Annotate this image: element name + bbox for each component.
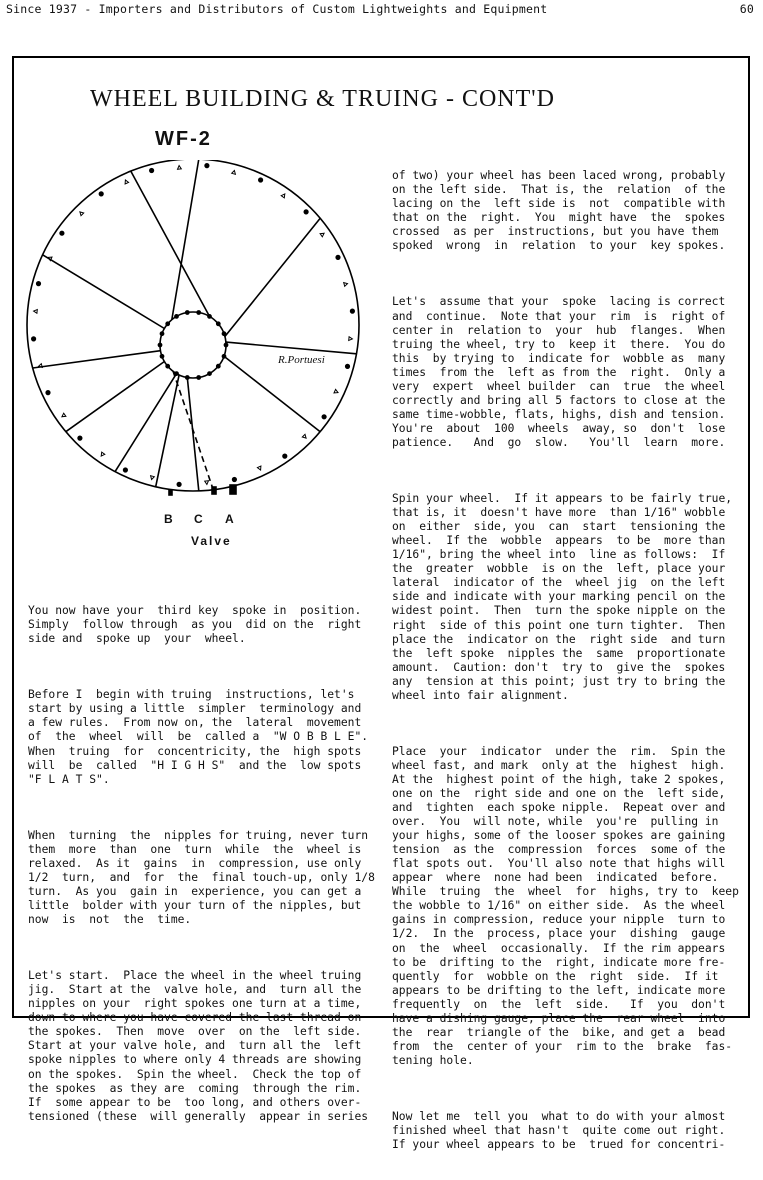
hub-hole-dot [217, 365, 220, 368]
paragraph: Let's assume that your spoke lacing is correct and continue. Note that your rim is right of center in relation to your hub flanges. When truing the wheel, try to keep it there. You do this by trying to indicate for wobble as many times from the left as from the right. Only a very expert wheel builder can true the wheel correctly and bring all 5 factors to close at the same time-wobble, flats, highs, dish and tension. You're about 100 wheels away, so don't lose patience. And go slow. You'll learn more. [392, 295, 726, 449]
dashed-spoke-line [173, 371, 214, 492]
paragraph: When turning the nipples for truing, never turn them more than one turn while the wheel is relaxed. As it gains in compression, use only 1/2 turn, and for the final touch-up, only 1/8 turn. As you gain in experience, you can get a little bolder with your turn of the nipples, but now is not the time. [28, 828, 375, 927]
hub-hole-dot [160, 332, 163, 335]
rim-nipple-dot [259, 178, 263, 182]
rim-nipple-dot [177, 483, 181, 487]
rim-triangle-mark [101, 452, 105, 456]
paragraph: Now let me tell you what to do with your almost finished wheel that hasn't quite come out right. If your wheel appears to be trued for concentri- [392, 1110, 726, 1152]
hub-hole-dot [197, 376, 200, 379]
rim-nipple-dot [205, 164, 209, 168]
spoke-line [66, 362, 165, 432]
rim-triangle-mark [349, 337, 353, 341]
rim-triangle-mark [232, 171, 236, 175]
hub-hole-dot [208, 315, 211, 318]
spoke-line [115, 374, 176, 472]
rim-nipple-dot [322, 415, 326, 419]
spoke-line [187, 378, 199, 491]
rim-triangle-mark [257, 466, 261, 470]
label-valve: Valve [191, 534, 232, 548]
rim-triangle-mark [178, 166, 182, 170]
hub-hole-dot [186, 376, 189, 379]
rim-triangle-mark [39, 364, 43, 368]
paragraph: Place your indicator under the rim. Spin the wheel fast, and mark only at the highest high. At the highest point of the high, take 2 spokes, one on the right side and one on the left side, and tighten each spoke nipple. Repeat over and over. You will note, while you're pulling in your highs, some of the looser spokes are gaining tension as the compression forces some of the flat spots out. You'll also note that highs will appear where none had been indicated before. While truing the wheel for highs, try to keep the wobble to 1/16" on either side. As the wheel gains in compression, reduce your nipple turn to 1/2. In the process, place your dishing gauge on the wheel occasionally. If the rim appears to be drifting to the right, indicate more fre- quently for wobble on the right side. If it appears to be drifting to the left, indicate more frequently on the left side. If you don't have a dishing gauge, place the rear wheel into the rear triangle of the bike, and get a bead from the center of your rim to the brake fas- tening hole. [392, 744, 739, 1067]
rim-triangle-mark [80, 212, 84, 216]
rim-triangle-mark [281, 194, 285, 198]
label-c: C [194, 512, 203, 526]
wheel-diagram [22, 160, 372, 520]
rim-nipple-dot [32, 337, 36, 341]
rim-nipple-dot [150, 169, 154, 173]
paragraph: Spin your wheel. If it appears to be fairly true, that is, it doesn't have more than 1/16" wobble on either side, you can start tensioning the wheel. If the wobble appears to be more than 1/16", bring the wheel into line as follows: If the greater wobble is on the left, place your lateral indicator of the wheel jig on the left side and indicate with your marking pencil on the widest point. Then turn the spoke nipple on the right side of this point one turn tighter. Then place the indicator on the right side and turn the left spoke nipples the same proportionate amount. Caution: don't try to give the spokes any tension at this point; just try to bring the wheel into fair alignment. [392, 492, 733, 702]
spoke-line [226, 342, 357, 354]
illustrator-signature: R.Portuesi [278, 354, 325, 366]
rim-nipple-dot [346, 365, 350, 369]
spoke-line [156, 375, 179, 487]
valve-hole-mark [212, 487, 216, 494]
rim-triangle-mark [125, 180, 129, 184]
label-b: B [164, 512, 173, 526]
rim-triangle-mark [151, 476, 155, 480]
hub-hole-dot [197, 311, 200, 314]
wheel-hub [160, 312, 226, 378]
hub-hole-dot [222, 332, 225, 335]
valve-hole-mark [230, 485, 236, 494]
rim-nipple-dot [336, 256, 340, 260]
header-text: Since 1937 - Importers and Distributors of Custom Lightweights and Equipment [6, 2, 548, 16]
hub-hole-dot [208, 372, 211, 375]
spoke-line [33, 351, 161, 368]
rim-nipple-dot [37, 282, 41, 286]
label-a: A [225, 512, 234, 526]
rim-nipple-dot [46, 391, 50, 395]
rim-triangle-mark [302, 434, 306, 438]
right-column [392, 141, 739, 1180]
rim-nipple-dot [233, 478, 237, 482]
left-column [28, 576, 375, 1152]
rim-nipple-dot [351, 309, 355, 313]
rim-nipple-dot [99, 192, 103, 196]
hub-hole-dot [217, 322, 220, 325]
spoke-line [224, 356, 320, 431]
hub-hole-dot [224, 343, 227, 346]
page-header [6, 2, 756, 20]
rim-nipple-dot [283, 454, 287, 458]
page-number: 60 [739, 2, 754, 16]
rim-triangle-mark [62, 413, 66, 417]
rim-triangle-mark [334, 389, 338, 393]
hub-hole-dot [186, 311, 189, 314]
hub-hole-dot [166, 365, 169, 368]
rim-triangle-mark [205, 481, 209, 485]
hub-hole-dot [160, 355, 163, 358]
spoke-line [131, 171, 210, 316]
paragraph: Let's start. Place the wheel in the wheel truing jig. Start at the valve hole, and turn all the nipples on your right spokes one turn at a time, down to where you have covered the last thread on the spokes. Then move over on the left side. Start at your valve hole, and turn all the left spoke nipples to where only 4 threads are showing on the spokes. Spin the wheel. Check the top of the spokes as they are coming through the rim. If some appear to be too long, and others over- tensioned (these will generally appear in series [28, 969, 369, 1123]
figure-label: WF-2 [155, 128, 212, 150]
rim-nipple-dot [124, 468, 128, 472]
hub-hole-dot [166, 322, 169, 325]
spoke-line [172, 160, 199, 320]
page-title: WHEEL BUILDING & TRUING - CONT'D [90, 86, 555, 112]
valve-hole-mark [169, 490, 172, 495]
rim-triangle-mark [344, 283, 348, 287]
hub-hole-dot [175, 315, 178, 318]
paragraph: Before I begin with truing instructions, let's start by using a little simpler terminology and a few rules. From now on, the lateral movement of the wheel will be called a "W O B B L E". When truing for concentricity, the high spots will be called "H I G H S" and the low spots "F L A T S". [28, 688, 369, 786]
paragraph: You now have your third key spoke in position. Simply follow through as you did on the right side and spoke up your wheel. [28, 604, 362, 646]
rim-nipple-dot [304, 210, 308, 214]
paragraph: of two) your wheel has been laced wrong, probably on the left side. That is, the relation of the lacing on the left side is not compatible with that on the right. You might have the spokes crossed as per instructions, but you have them spoked wrong in relation to your key spokes. [392, 169, 726, 253]
hub-hole-dot [175, 372, 178, 375]
rim-nipple-dot [78, 436, 82, 440]
rim-nipple-dot [60, 231, 64, 235]
spoke-line [225, 218, 320, 336]
hub-hole-dot [222, 355, 225, 358]
hub-hole-dot [158, 343, 161, 346]
rim-triangle-mark [34, 310, 38, 314]
rim-triangle-mark [320, 233, 324, 237]
spoke-line [43, 255, 165, 329]
